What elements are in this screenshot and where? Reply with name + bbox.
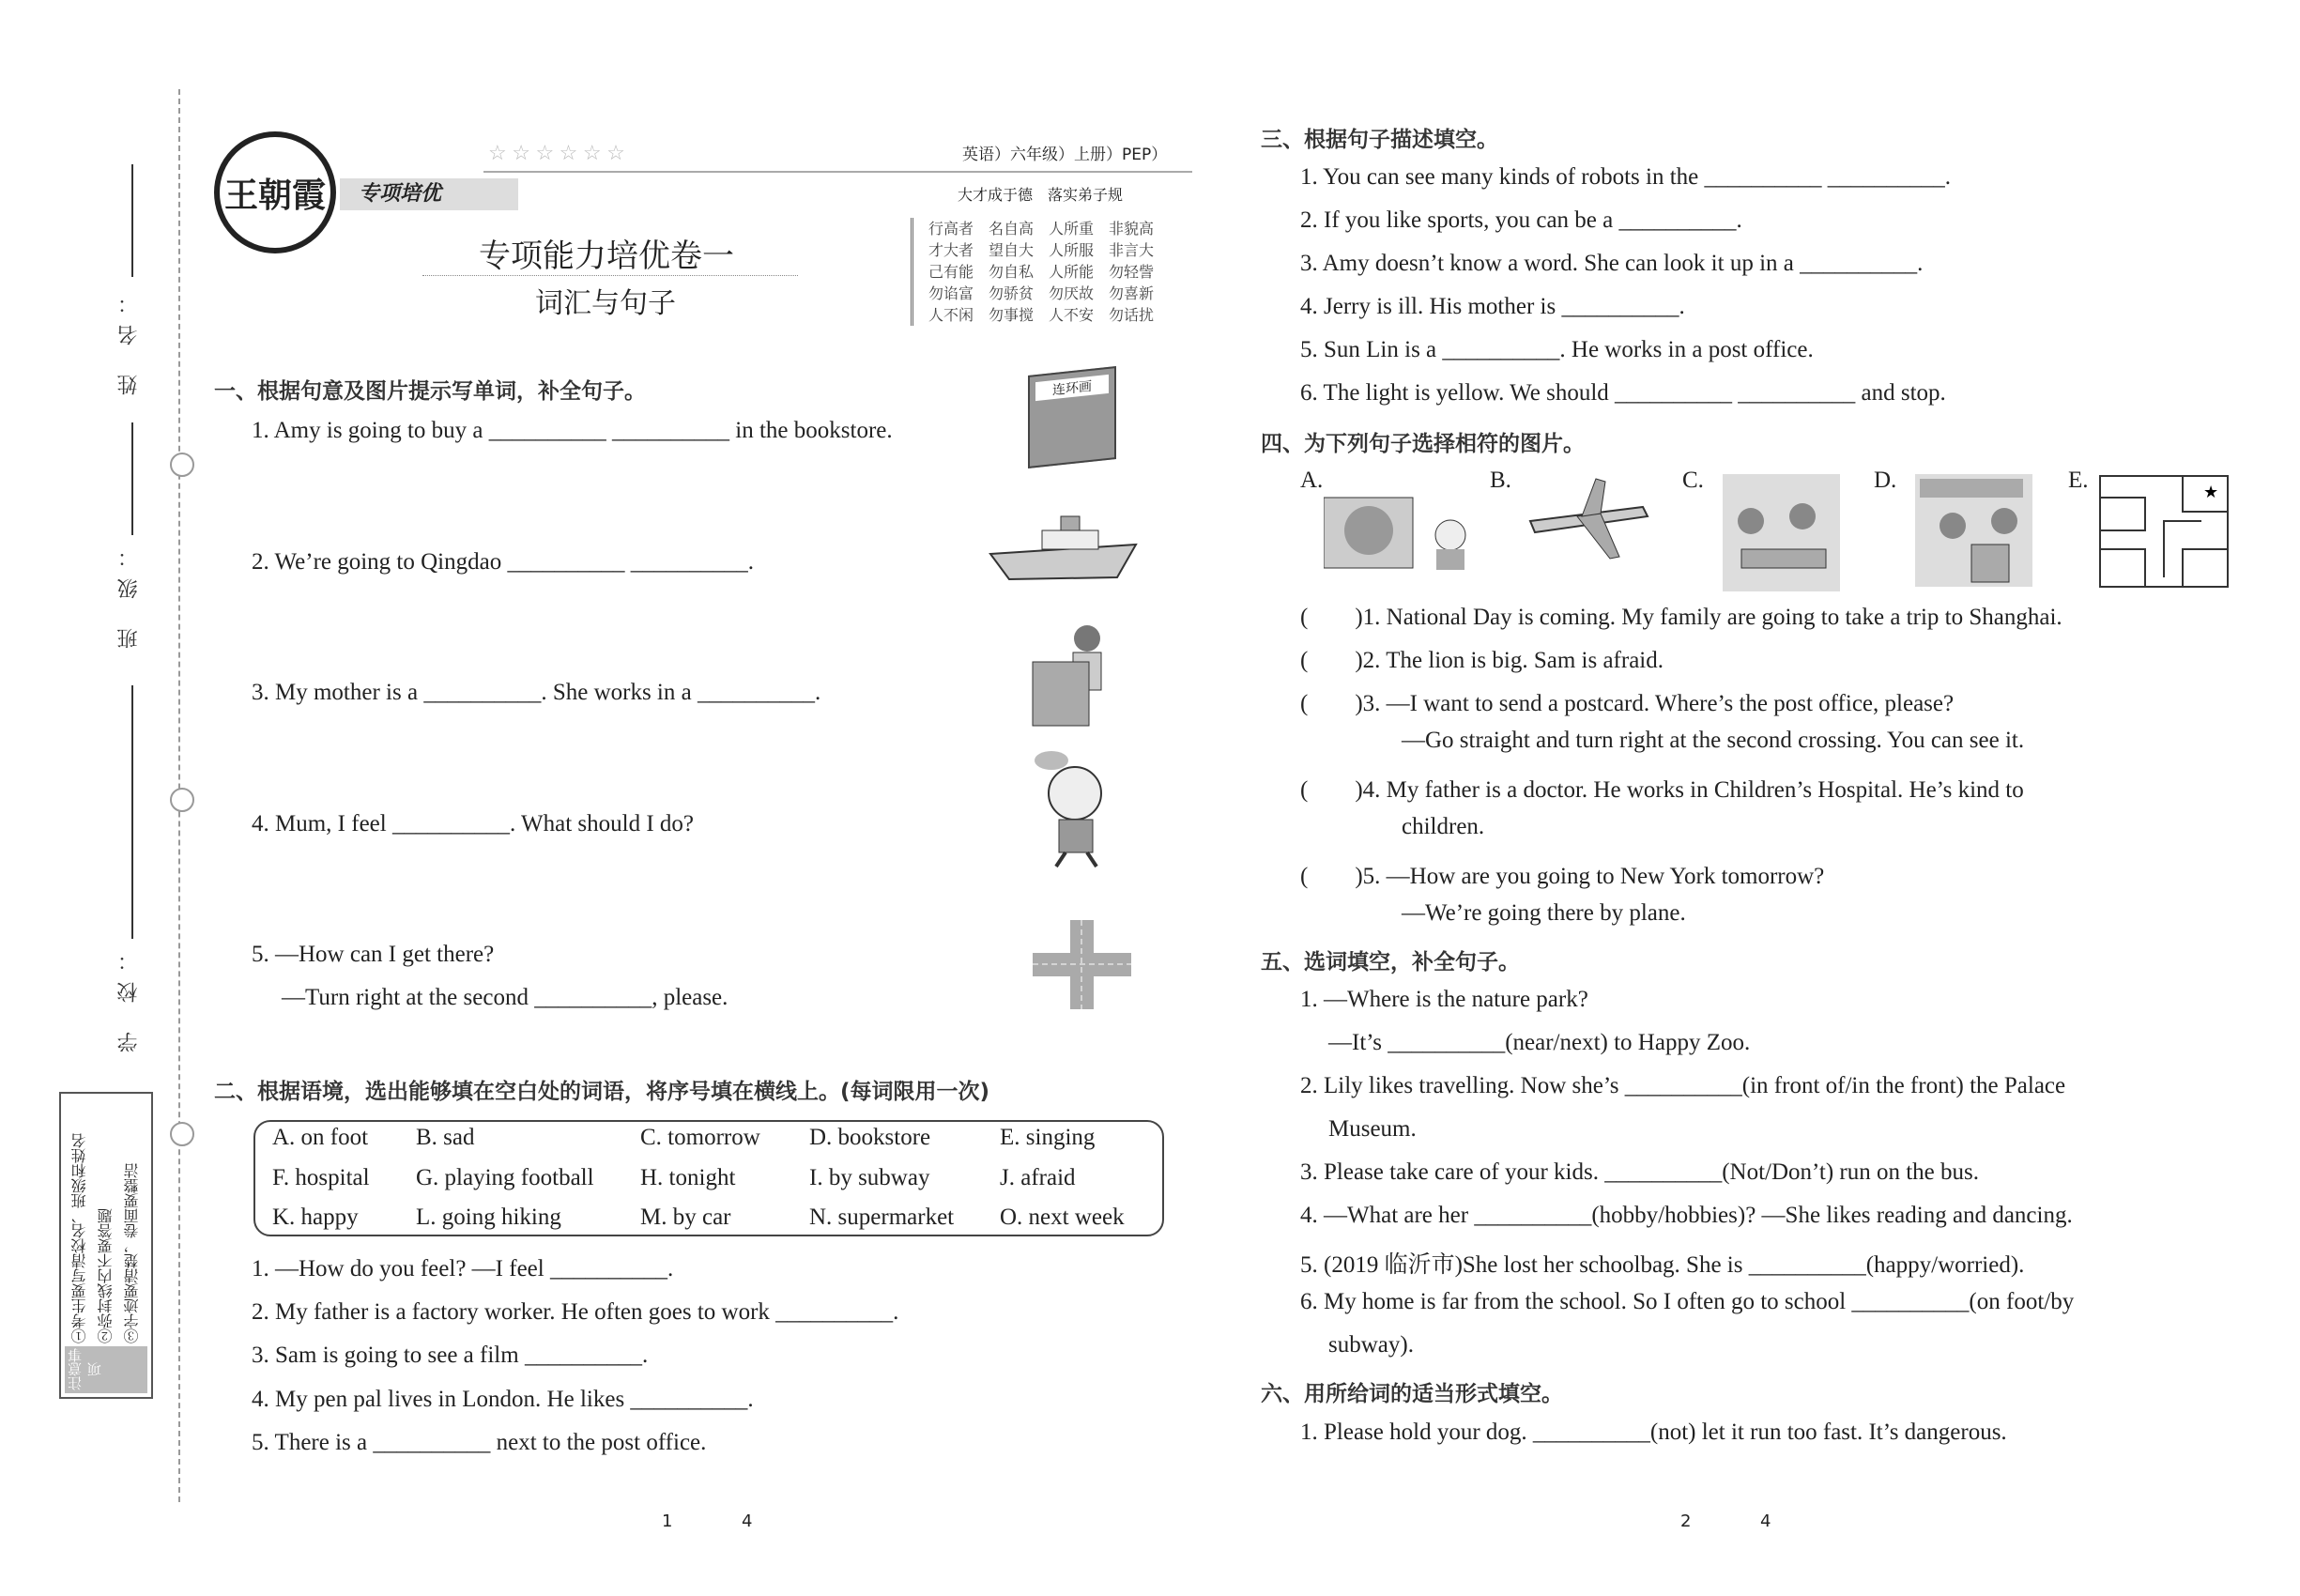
section1-heading: 一、根据句意及图片提示写单词，补全句子。 xyxy=(214,379,646,404)
header-rule xyxy=(483,171,1192,173)
logo xyxy=(214,131,336,253)
binding-hole-icon xyxy=(170,788,194,812)
section3-heading: 三、根据句子描述填空。 xyxy=(1261,128,1498,152)
svg-text:★: ★ xyxy=(2203,483,2219,501)
question: 2. We’re going to Qingdao __________ __________. xyxy=(252,549,754,575)
question: 5. —How can I get there? xyxy=(252,942,495,967)
question: 3. Please take care of your kids. __________(Not/Don’t) run on the bus. xyxy=(1300,1159,1980,1185)
page-title: 专项能力培优卷一 xyxy=(479,238,734,275)
section5-heading: 五、选词填空，补全句子。 xyxy=(1261,950,1520,974)
name-label: 姓 名： xyxy=(117,282,141,395)
match-line: —Go straight and turn right at the second crossing. You can see it. xyxy=(1402,728,2025,753)
question: 2. Lily likes travelling. Now she’s __________(in front of/in the front) the Palace xyxy=(1300,1073,2066,1098)
question: Museum. xyxy=(1328,1116,1417,1142)
option: K. happy xyxy=(272,1205,359,1230)
notes-box xyxy=(59,1092,153,1399)
match-line: ( )2. The lion is big. Sam is afraid. xyxy=(1300,648,1664,673)
verse-line: 行高者 名自高 人所重 非貌高 xyxy=(928,220,1155,238)
question: 2. My father is a factory worker. He often goes to work __________. xyxy=(252,1299,899,1325)
question: 3. Amy doesn’t know a word. She can look it up in a __________. xyxy=(1300,251,1924,276)
match-line: —We’re going there by plane. xyxy=(1402,900,1686,926)
option: O. next week xyxy=(1000,1205,1125,1230)
class-field[interactable] xyxy=(131,422,133,535)
option: I. by subway xyxy=(809,1165,930,1190)
note-3: ③字迹要清楚，卷面要整洁 xyxy=(123,1163,141,1343)
question: 5. There is a __________ next to the post office. xyxy=(252,1430,707,1455)
angry-boy-image xyxy=(1023,746,1131,868)
verse-grid xyxy=(911,218,1154,326)
option: F. hospital xyxy=(272,1165,370,1190)
verse-line: 人不闲 勿事搅 人不安 勿话扰 xyxy=(928,306,1155,324)
option: L. going hiking xyxy=(416,1205,561,1230)
binding-hole-icon xyxy=(170,1122,194,1146)
notes-title: 注意事项 xyxy=(65,1346,147,1393)
question: 4. —What are her __________(hobby/hobbies)? —She likes reading and dancing. xyxy=(1300,1203,2073,1228)
page-number: 1 xyxy=(662,1512,673,1531)
match-line: ( )5. —How are you going to New York tomorrow? xyxy=(1300,864,1825,889)
question: 4. My pen pal lives in London. He likes __________. xyxy=(252,1387,754,1412)
verse-line: 才大者 望自大 人所服 非言大 xyxy=(928,241,1155,259)
page-subtitle: 词汇与句子 xyxy=(535,287,676,320)
section2-heading: 二、根据语境，选出能够填在空白处的词语，将序号填在横线上。(每词限用一次) xyxy=(214,1080,990,1104)
banner: 专项培优 xyxy=(340,178,518,210)
comic-book-image xyxy=(1028,366,1116,468)
verse-line: 己有能 勿自私 人所能 勿轻訾 xyxy=(928,263,1155,281)
section4-heading: 四、为下列句子选择相符的图片。 xyxy=(1261,432,1585,456)
question: 2. If you like sports, you can be a __________. xyxy=(1300,207,1742,233)
rating-stars: ☆ ☆ ☆ ☆ ☆ ☆ xyxy=(488,141,625,164)
book-tags: 英语）六年级）上册）PEP） xyxy=(962,146,1168,164)
hospital-image xyxy=(1915,474,2032,587)
option: B. sad xyxy=(416,1125,475,1150)
note-1: ①考生要写清校名、班级和姓名 xyxy=(70,1133,88,1343)
post-office-image xyxy=(1723,474,1840,591)
option: J. afraid xyxy=(1000,1165,1076,1190)
option: N. supermarket xyxy=(809,1205,955,1230)
logo-text: 王朝霞 xyxy=(223,175,326,215)
question: 3. My mother is a __________. She works in a __________. xyxy=(252,680,821,705)
section6-heading: 六、用所给词的适当形式填空。 xyxy=(1261,1382,1563,1406)
school-label: 学 校： xyxy=(117,939,141,1052)
question: 3. Sam is going to see a film __________. xyxy=(252,1343,649,1368)
pic-label-e: E. xyxy=(2068,468,2089,493)
question: 5. (2019 临沂市)She lost her schoolbag. She is __________(happy/worried). xyxy=(1300,1252,2025,1278)
name-field[interactable] xyxy=(131,164,133,277)
book-label: 连环画 xyxy=(1035,375,1109,401)
pic-label-a: A. xyxy=(1300,468,1324,493)
question: 1. You can see many kinds of robots in the __________ __________. xyxy=(1300,164,1952,190)
shop-assistant-image xyxy=(1031,620,1120,728)
ship-image xyxy=(986,512,1141,587)
plane-image xyxy=(1521,474,1652,568)
question: 1. Please hold your dog. __________(not) let it run too fast. It’s dangerous. xyxy=(1300,1420,2007,1445)
verse-line: 勿谄富 勿骄贫 勿厌故 勿喜新 xyxy=(928,284,1155,302)
question: 1. —Where is the nature park? xyxy=(1300,987,1588,1012)
school-field[interactable] xyxy=(131,685,133,939)
binding-hole-icon xyxy=(170,453,194,477)
option: A. on foot xyxy=(272,1125,369,1150)
question: 5. Sun Lin is a __________. He works in a post office. xyxy=(1300,337,1814,362)
crossing-image xyxy=(1033,920,1131,1009)
title-rule xyxy=(422,275,798,276)
option: C. tomorrow xyxy=(640,1125,760,1150)
question: 4. Jerry is ill. His mother is __________. xyxy=(1300,294,1685,319)
question: 1. Amy is going to buy a __________ __________ in the bookstore. xyxy=(252,418,893,443)
pic-label-b: B. xyxy=(1490,468,1511,493)
match-line: ( )4. My father is a doctor. He works in Children’s Hospital. He’s kind to xyxy=(1300,777,2024,803)
option: G. playing football xyxy=(416,1165,594,1190)
map-image xyxy=(2098,474,2230,589)
option: M. by car xyxy=(640,1205,731,1230)
lion-boy-image xyxy=(1324,493,1488,573)
note-2: ②弥封线内不要答题 xyxy=(97,1208,115,1343)
question: 4. Mum, I feel __________. What should I do? xyxy=(252,811,694,836)
class-label: 班 级： xyxy=(117,535,141,649)
match-line: children. xyxy=(1402,814,1485,839)
question: —It’s __________(near/next) to Happy Zoo. xyxy=(1328,1030,1751,1055)
question: 6. The light is yellow. We should __________ __________ and stop. xyxy=(1300,380,1946,406)
match-line: ( )3. —I want to send a postcard. Where’s the post office, please? xyxy=(1300,691,1955,716)
question: 1. —How do you feel? —I feel __________. xyxy=(252,1256,674,1281)
pic-label-d: D. xyxy=(1874,468,1897,493)
page-total: 4 xyxy=(742,1512,753,1531)
option: H. tonight xyxy=(640,1165,736,1190)
page-number: 2 xyxy=(1680,1512,1692,1531)
question: 6. My home is far from the school. So I often go to school __________(on foot/by xyxy=(1300,1289,2075,1314)
option: E. singing xyxy=(1000,1125,1096,1150)
question: —Turn right at the second __________, please. xyxy=(282,985,728,1010)
match-line: ( )1. National Day is coming. My family are going to take a trip to Shanghai. xyxy=(1300,605,2062,630)
pic-label-c: C. xyxy=(1682,468,1704,493)
motto: 大才成于德 落实弟子规 xyxy=(958,186,1124,204)
question: subway). xyxy=(1328,1332,1414,1358)
option: D. bookstore xyxy=(809,1125,931,1150)
page-total: 4 xyxy=(1760,1512,1771,1531)
